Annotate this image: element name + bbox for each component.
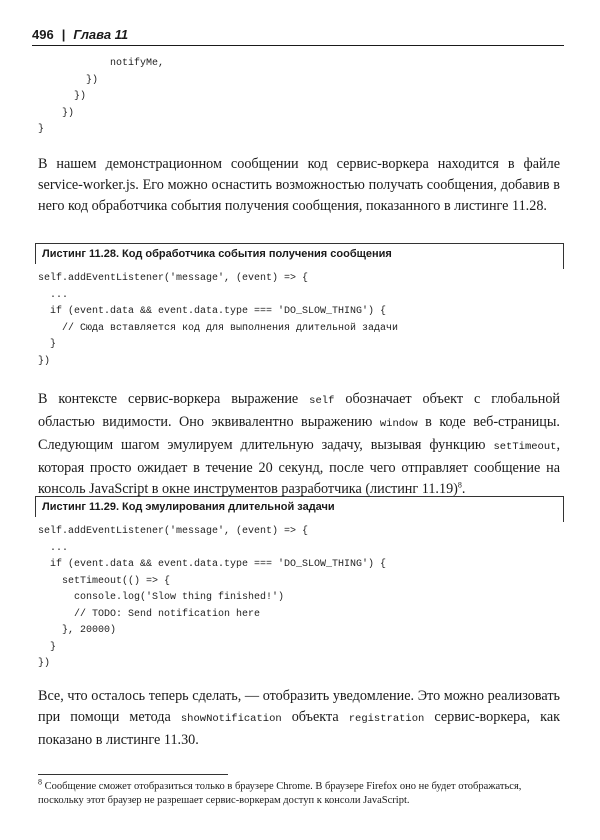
paragraph-1: В нашем демонстрационном сообщении код сервис-воркера находится в файле service-worker.js. Его можно оснастить возможностью получать сообщения, добавив в него код обработчика события получения сообщения, показанного в листинге 11.28. [38, 156, 560, 214]
listing-29-code: self.addEventListener('message', (event) => { ... if (event.data && event.data.type === 'DO_SLOW_THING') { setTimeout(() => { console.log('Slow thing finished!') // TODO: Send notification here }, 20000) } }) [38, 526, 387, 669]
listing-29-header [35, 496, 564, 517]
paragraph-2-text-5: . [461, 481, 466, 497]
footnote-rule [38, 774, 228, 775]
listing-28-title: Листинг 11.28. Код обработчика события получения сообщения [42, 248, 392, 260]
header-separator: | [61, 27, 66, 42]
footnote-reference: 8 [457, 480, 462, 490]
code-block-top: notifyMe, }) }) }) } [38, 58, 165, 135]
listing-29-title: Листинг 11.29. Код эмулирования длительной задачи [42, 501, 335, 513]
header-rule [32, 45, 564, 46]
inline-code-shownotification: showNotification [180, 713, 282, 725]
inline-code-registration: registration [348, 713, 425, 725]
paragraph-3-text-1: Все, что осталось теперь сделать, — отобразить уведомление. Это можно реализовать при помощи метода [38, 688, 560, 725]
paragraph-3 [38, 686, 560, 751]
paragraph-2-text-3: в коде веб-страницы. Следующим шагом эмулируем длительную задачу, вызывая функцию [38, 414, 560, 453]
paragraph-3-text-2: объекта [281, 709, 349, 725]
page-number: 496 [32, 27, 54, 42]
footnote [38, 777, 562, 808]
inline-code-self: self [309, 395, 335, 407]
chapter-title: Глава 11 [73, 27, 129, 42]
paragraph-2-text-4: , которая просто ожидает в течение 20 секунд, после чего отправляет сообщение на консоль JavaScript в окне инструментов разработчика (листинг 11.19) [38, 437, 560, 497]
footnote-text: Сообщение сможет отобразиться только в браузере Chrome. В браузере Firefox оно не будет отображаться, поскольку этот браузер не разрешает сервис-воркерам доступ к консоли JavaScript. [38, 781, 522, 806]
footnote-marker: 8 [38, 777, 42, 787]
paragraph-2-text-2: обозначает объект с глобальной областью видимости. Оно эквивалентно выражению [38, 391, 560, 430]
paragraph-2-text-1: В контексте сервис-воркера выражение [38, 391, 310, 407]
listing-box-tick [563, 516, 564, 522]
paragraph-3-text-3: сервис-воркера, как показано в листинге 11.30. [38, 709, 561, 748]
inline-code-settimeout: setTimeout [493, 441, 557, 453]
listing-box-tick [563, 263, 564, 269]
paragraph-2 [38, 389, 560, 500]
running-header [32, 24, 564, 46]
inline-code-window: window [379, 418, 418, 430]
listing-28-code: self.addEventListener('message', (event) => { ... if (event.data && event.data.type === 'DO_SLOW_THING') { // Сюда вставляется код для выполнения длительной задачи } }) [38, 273, 399, 367]
listing-28-header [35, 243, 564, 264]
